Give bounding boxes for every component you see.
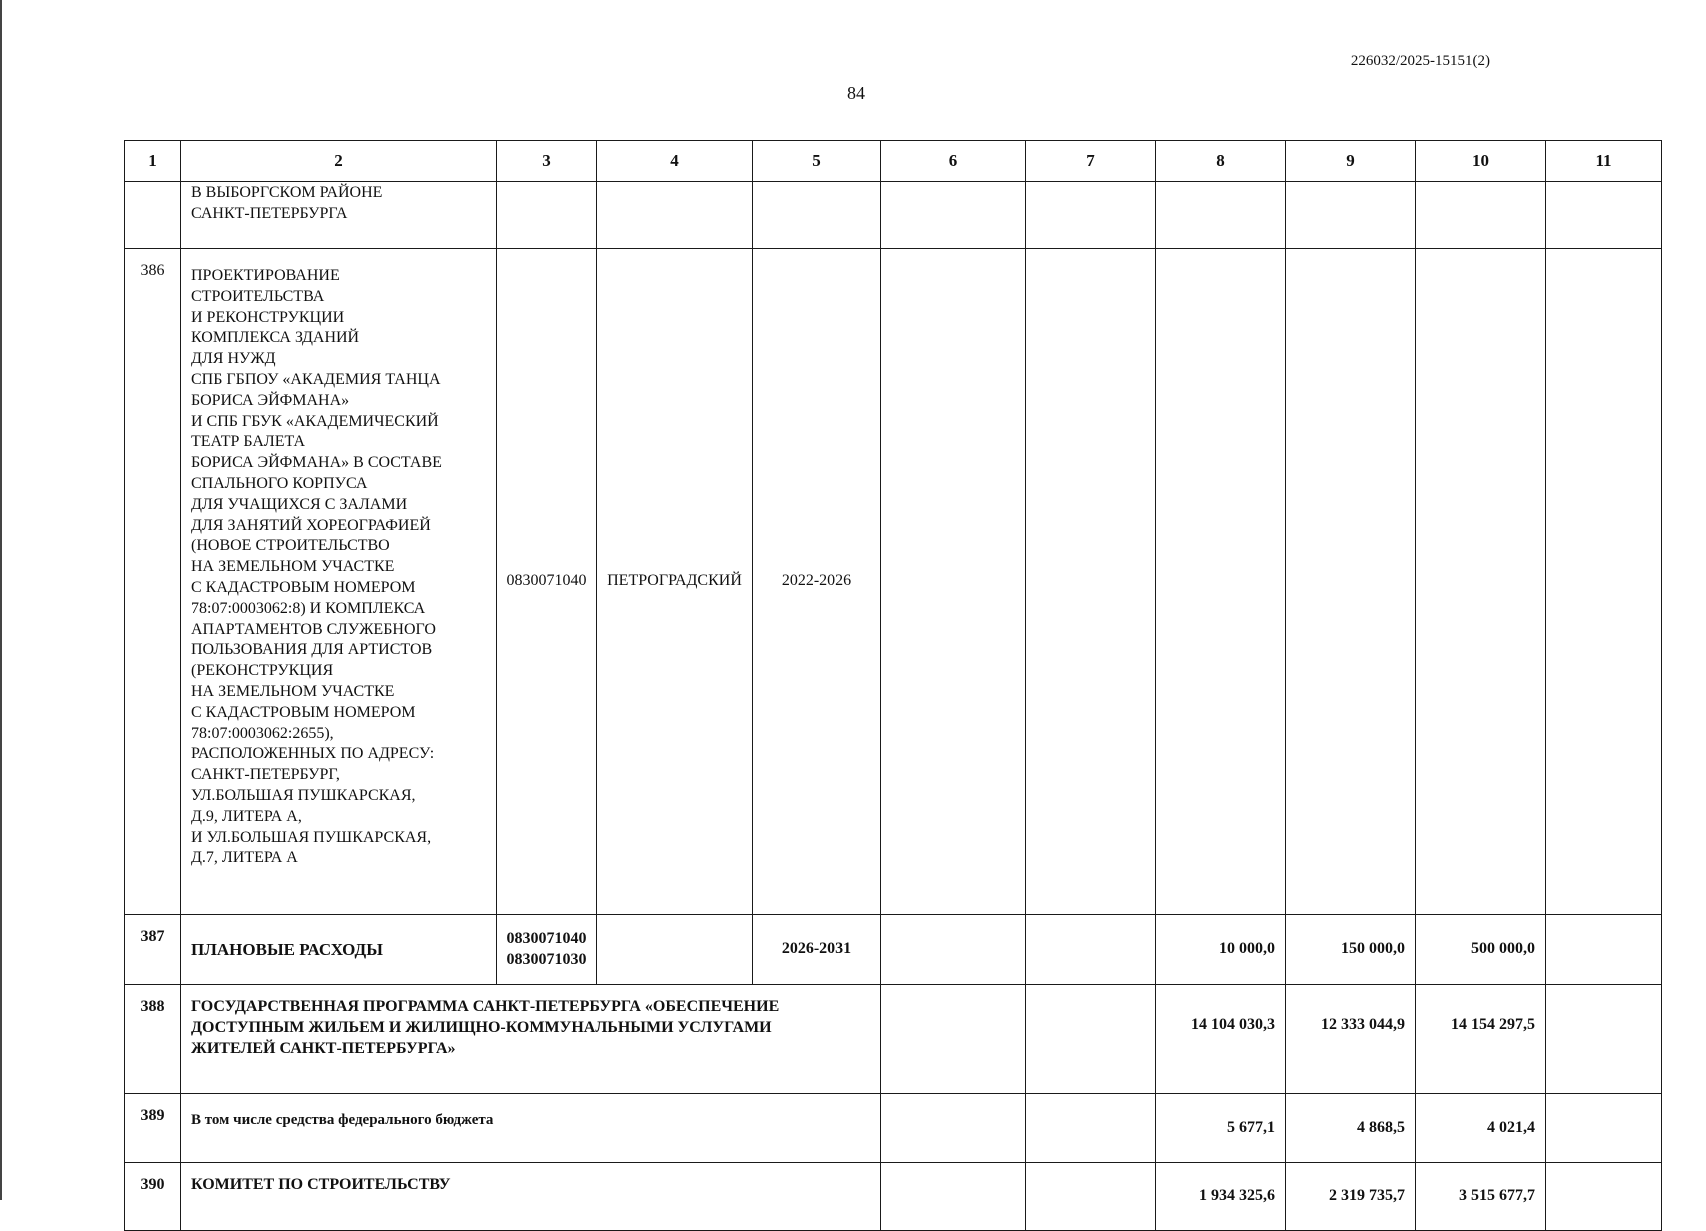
code-cell	[497, 915, 597, 985]
amount-col10: 4 021,4	[1416, 1094, 1546, 1163]
cell	[1416, 182, 1546, 249]
row-number	[125, 182, 181, 249]
column-header: 7	[1026, 141, 1156, 182]
cell	[881, 915, 1026, 985]
cell	[1286, 249, 1416, 915]
cell	[1026, 1163, 1156, 1231]
table-row	[125, 249, 1662, 915]
page-left-edge	[0, 0, 2, 1200]
table-row	[125, 985, 1662, 1094]
cell	[881, 1094, 1026, 1163]
row-name: ПЛАНОВЫЕ РАСХОДЫ	[181, 915, 497, 985]
column-header: 1	[125, 141, 181, 182]
row-name	[181, 182, 497, 249]
cell	[497, 182, 597, 249]
cell	[1026, 915, 1156, 985]
amount-col10: 500 000,0	[1416, 915, 1546, 985]
cell	[1546, 249, 1662, 915]
cell	[1026, 249, 1156, 915]
amount-col10: 14 154 297,5	[1416, 985, 1546, 1094]
years-cell: 2022-2026	[753, 249, 881, 915]
row-name: КОМИТЕТ ПО СТРОИТЕЛЬСТВУ	[181, 1163, 881, 1231]
column-header: 11	[1546, 141, 1662, 182]
row-number: 388	[125, 985, 181, 1094]
amount-col9: 12 333 044,9	[1286, 985, 1416, 1094]
table-row	[125, 915, 1662, 985]
cell	[1416, 249, 1546, 915]
cell	[753, 182, 881, 249]
cell	[597, 915, 753, 985]
row-name-text: В ВЫБОРГСКОМ РАЙОНЕ САНКТ-ПЕТЕРБУРГА	[191, 184, 383, 222]
column-header: 10	[1416, 141, 1546, 182]
row-name	[181, 249, 497, 915]
row-name-text: ПРОЕКТИРОВАНИЕ СТРОИТЕЛЬСТВА И РЕКОНСТРУКЦИИ КОМПЛЕКСА ЗДАНИЙ ДЛЯ НУЖД СПБ ГБПОУ «АКАДЕМИЯ ТАНЦА БОРИСА ЭЙФМАНА» И СПБ ГБУК «АКАДЕМИЧЕСКИЙ ТЕАТР БАЛЕТА БОРИСА ЭЙФМАНА» В СОСТАВЕ СПАЛЬНОГО КОРПУСА ДЛЯ УЧАЩИХСЯ С ЗАЛАМИ ДЛЯ ЗАНЯТИЙ ХОРЕОГРАФИЕЙ (НОВОЕ СТРОИТЕЛЬСТВО НА ЗЕМЕЛЬНОМ УЧАСТКЕ С КАДАСТРОВЫМ НОМЕРОМ 78:07:0003062:8) И КОМПЛЕКСА АПАРТАМЕНТОВ СЛУЖЕБНОГО ПОЛЬЗОВАНИЯ ДЛЯ АРТИСТОВ (РЕКОНСТРУКЦИЯ НА ЗЕМЕЛЬНОМ УЧАСТКЕ С КАДАСТРОВЫМ НОМЕРОМ 78:07:0003062:2655), РАСПОЛОЖЕННЫХ ПО АДРЕСУ: САНКТ-ПЕТЕРБУРГ, УЛ.БОЛЬШАЯ ПУШКАРСКАЯ, Д.9, ЛИТЕРА А, И УЛ.БОЛЬШАЯ ПУШКАРСКАЯ, Д.7, ЛИТЕРА А	[191, 267, 442, 867]
cell	[1156, 249, 1286, 915]
column-header: 2	[181, 141, 497, 182]
column-header: 9	[1286, 141, 1416, 182]
row-name-text: ГОСУДАРСТВЕННАЯ ПРОГРАММА САНКТ-ПЕТЕРБУРГА «ОБЕСПЕЧЕНИЕ ДОСТУПНЫМ ЖИЛЬЕМ И ЖИЛИЩНО-КОММУНАЛЬНЫМИ УСЛУГАМИ ЖИТЕЛЕЙ САНКТ-ПЕТЕРБУРГА»	[191, 998, 780, 1057]
row-name	[181, 985, 881, 1094]
budget-table	[124, 140, 1662, 1231]
cell	[881, 985, 1026, 1094]
row-number: 386	[125, 249, 181, 915]
code-cell: 0830071040	[497, 249, 597, 915]
cell	[1546, 1094, 1662, 1163]
cell	[1546, 1163, 1662, 1231]
amount-col8: 14 104 030,3	[1156, 985, 1286, 1094]
page-number: 84	[847, 83, 865, 103]
years-cell: 2026-2031	[753, 915, 881, 985]
cell	[1026, 1094, 1156, 1163]
cell	[881, 1163, 1026, 1231]
column-header: 4	[597, 141, 753, 182]
amount-col9: 150 000,0	[1286, 915, 1416, 985]
cell	[881, 182, 1026, 249]
column-header: 8	[1156, 141, 1286, 182]
column-header: 3	[497, 141, 597, 182]
column-header: 6	[881, 141, 1026, 182]
table-row	[125, 182, 1662, 249]
row-number: 387	[125, 915, 181, 985]
column-header: 5	[753, 141, 881, 182]
cell	[1026, 985, 1156, 1094]
cell	[597, 182, 753, 249]
district-cell: ПЕТРОГРАДСКИЙ	[597, 249, 753, 915]
cell	[1026, 182, 1156, 249]
document-id: 226032/2025-15151(2)	[1350, 53, 1490, 69]
table-row	[125, 1163, 1662, 1231]
cell	[1286, 182, 1416, 249]
amount-col8: 5 677,1	[1156, 1094, 1286, 1163]
amount-col8: 10 000,0	[1156, 915, 1286, 985]
cell	[1546, 985, 1662, 1094]
code-text: 0830071040 0830071030	[506, 929, 587, 968]
table-row	[125, 1094, 1662, 1163]
row-number: 389	[125, 1094, 181, 1163]
row-number: 390	[125, 1163, 181, 1231]
cell	[1546, 915, 1662, 985]
row-name: В том числе средства федерального бюджета	[181, 1094, 881, 1163]
amount-col9: 4 868,5	[1286, 1094, 1416, 1163]
amount-col9: 2 319 735,7	[1286, 1163, 1416, 1231]
amount-col8: 1 934 325,6	[1156, 1163, 1286, 1231]
cell	[1546, 182, 1662, 249]
cell	[1156, 182, 1286, 249]
cell	[881, 249, 1026, 915]
column-number-header-row	[125, 141, 1662, 182]
amount-col10: 3 515 677,7	[1416, 1163, 1546, 1231]
